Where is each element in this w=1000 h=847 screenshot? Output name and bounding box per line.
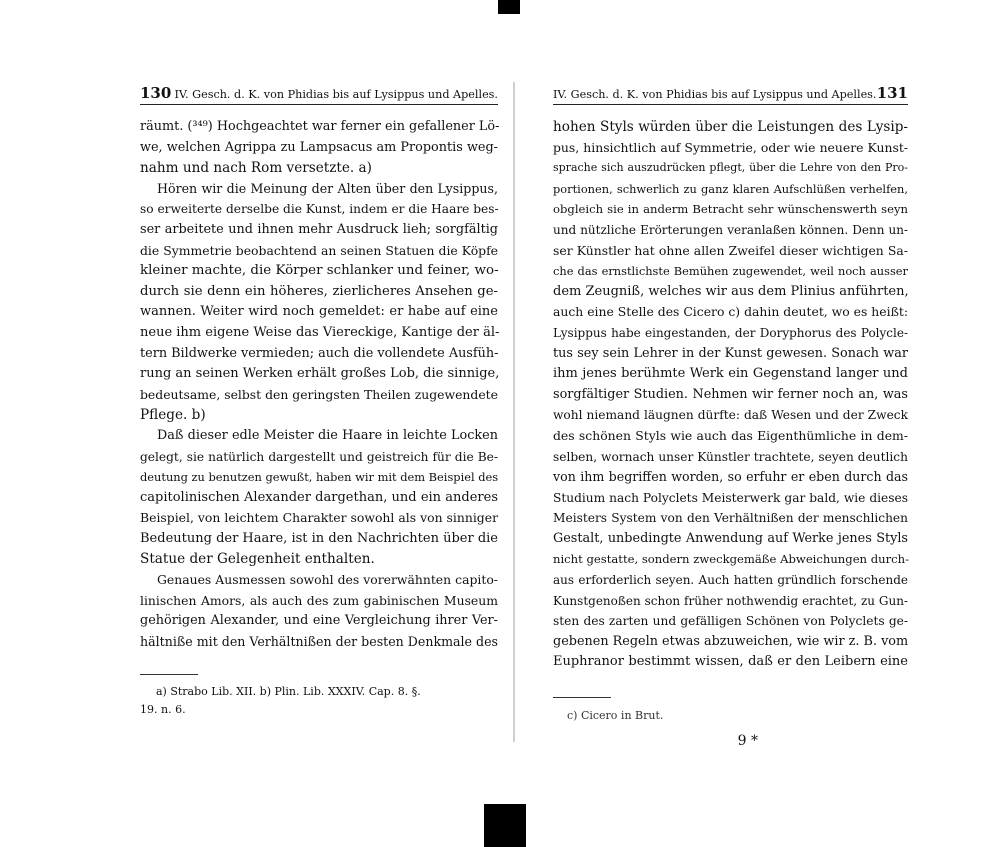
text-line: sorgfältiger Studien. Nehmen wir ferner noch an, was (553, 386, 908, 402)
text-line: Meisters System von den Verhältnißen der menschlichen (553, 511, 908, 526)
running-head-title: IV. Gesch. d. K. von Phidias bis auf Lysippus und Apelles. (553, 88, 877, 101)
right-page-body (553, 117, 908, 673)
text-line: deutung zu benutzen gewußt, haben wir mit dem Beispiel des (140, 470, 499, 485)
text-line: selben, wornach unser Künstler trachtete, seyen deutlich (553, 449, 908, 464)
binding-edge-top (498, 0, 520, 14)
text-line: we, welchen Agrippa zu Lampsacus am Propontis weg- (140, 139, 498, 155)
text-line: hältniße mit den Verhältnißen der besten Denkmale des (140, 633, 498, 649)
text-line: Studium nach Polyclets Meisterwerk gar bald, wie dieses (553, 490, 908, 505)
text-line: tern Bildwerke vermieden; auch die vollendete Ausfüh- (140, 345, 499, 361)
header-rule (553, 104, 908, 105)
text-line: wannen. Weiter wird noch gemeldet: er habe auf eine (140, 304, 498, 320)
text-line: Kunstgenoßen schon früher nothwendig erachtet, zu Gun- (553, 593, 908, 608)
text-line: nahm und nach Rom versetzte. a) (140, 160, 372, 177)
text-line: so erweiterte derselbe die Kunst, indem er die Haare bes- (140, 202, 499, 217)
text-line: Pflege. b) (140, 407, 206, 424)
text-line: des schönen Styls wie auch das Eigenthümliche in dem- (553, 427, 908, 443)
text-line: aus erforderlich seyen. Auch hatten gründlich forschende (553, 573, 908, 588)
text-line: rung an seinen Werken erhält großes Lob, die sinnige, (140, 366, 500, 382)
text-line: che das ernstlichste Bemühen zugewendet, weil noch ausser (553, 264, 908, 279)
text-line: wohl niemand läugnen dürfte: daß Wesen und der Zweck (553, 408, 908, 423)
header-rule (140, 104, 498, 105)
text-line: ser Künstler hat ohne allen Zweifel dieser wichtigen Sa- (553, 242, 908, 258)
text-line: auch eine Stelle des Cicero c) dahin deutet, wo es heißt: (553, 304, 909, 320)
text-line: obgleich sie in anderm Betracht sehr wünschenswerth seyn (553, 202, 908, 217)
text-line: sprache sich auszudrücken pflegt, über die Lehre von den Pro- (553, 161, 908, 175)
text-line: Euphranor bestimmt wissen, daß er den Leibern eine (553, 654, 908, 670)
left-page (140, 84, 498, 719)
text-line: capitolinischen Alexander dargethan, und ein anderes (140, 489, 498, 505)
text-line: Gestalt, unbedingte Anwendung auf Werke jenes Styls (553, 530, 908, 546)
footnote: 19. n. 6. (140, 703, 186, 717)
footnote: a) Strabo Lib. XII. b) Plin. Lib. XXXIV. Cap. 8. §. (156, 685, 421, 699)
text-line: kleiner machte, die Körper schlanker und feiner, wo- (140, 263, 499, 279)
page-number: 130 (140, 84, 172, 102)
text-line: nicht gestatte, sondern zweckgemäße Abweichungen durch- (553, 552, 910, 567)
text-line: pus, hinsichtlich auf Symmetrie, oder wie neuere Kunst- (553, 139, 908, 155)
text-line: ihm jenes berühmte Werk ein Gegenstand langer und (553, 366, 908, 382)
text-line: Beispiel, von leichtem Charakter sowohl als von sinniger (140, 510, 498, 526)
text-line: durch sie denn ein höheres, zierlicheres Ansehen ge- (140, 283, 498, 299)
text-line: sten des zarten und gefälligen Schönen von Polyclets ge- (553, 614, 908, 629)
text-line: neue ihm eigene Weise das Viereckige, Kantige der äl- (140, 324, 500, 340)
text-line: Hören wir die Meinung der Alten über den Lysippus, (157, 180, 498, 196)
text-line: Genaues Ausmessen sowohl des vorerwähnten capito- (157, 572, 498, 588)
signature-mark: 9 * (737, 733, 758, 750)
footnote-rule (553, 697, 611, 698)
gutter-line (513, 82, 515, 742)
text-line: gehörigen Alexander, und eine Vergleichung ihrer Ver- (140, 613, 498, 629)
footnote-rule (140, 674, 198, 675)
text-line: Lysippus habe eingestanden, der Doryphorus des Polycle- (553, 325, 908, 340)
text-line: und nützliche Erörterungen veranlaßen können. Denn un- (553, 222, 908, 237)
right-footnotes (553, 707, 908, 725)
text-line: die Symmetrie beobachtend an seinen Statuen die Köpfe (140, 242, 498, 258)
text-line: linischen Amors, als auch des zum gabinischen Museum (140, 592, 498, 608)
left-running-header (140, 84, 498, 102)
running-head-title: IV. Gesch. d. K. von Phidias bis auf Lysippus und Apelles. (174, 88, 498, 101)
right-page (553, 84, 908, 749)
text-line: Bedeutung der Haare, ist in den Nachrichten über die (140, 530, 498, 546)
text-line: ser arbeitete und ihnen mehr Ausdruck lieh; sorgfältig (140, 221, 498, 237)
page-number: 131 (876, 84, 908, 102)
text-line: Statue der Gelegenheit enthalten. (140, 551, 375, 568)
text-line: hohen Styls würden über die Leistungen des Lysip- (553, 119, 908, 135)
text-line: Daß dieser edle Meister die Haare in leichte Locken (157, 427, 498, 443)
footnote: c) Cicero in Brut. (567, 709, 664, 723)
text-line: bedeutsame, selbst den geringsten Theilen zugewendete (140, 386, 498, 402)
binding-edge-bottom (484, 804, 526, 847)
text-line: gelegt, sie natürlich dargestellt und geistreich für die Be- (140, 449, 498, 464)
text-line: tus sey sein Lehrer in der Kunst gewesen. Sonach war (553, 345, 908, 361)
text-line: dem Zeugniß, welches wir aus dem Plinius anführten, (553, 283, 909, 299)
text-line: von ihm begriffen worden, so erfuhr er eben durch das (553, 469, 908, 485)
left-footnotes (140, 683, 498, 719)
text-line: gebenen Regeln etwas abzuweichen, wie wir z. B. vom (553, 633, 909, 649)
text-line: räumt. (³⁴⁹) Hochgeachtet war ferner ein gefallener Lö- (140, 119, 500, 134)
text-line: portionen, schwerlich zu ganz klaren Aufschlüßen verhelfen, (553, 181, 908, 196)
right-running-header (553, 84, 908, 102)
left-page-body (140, 117, 498, 652)
